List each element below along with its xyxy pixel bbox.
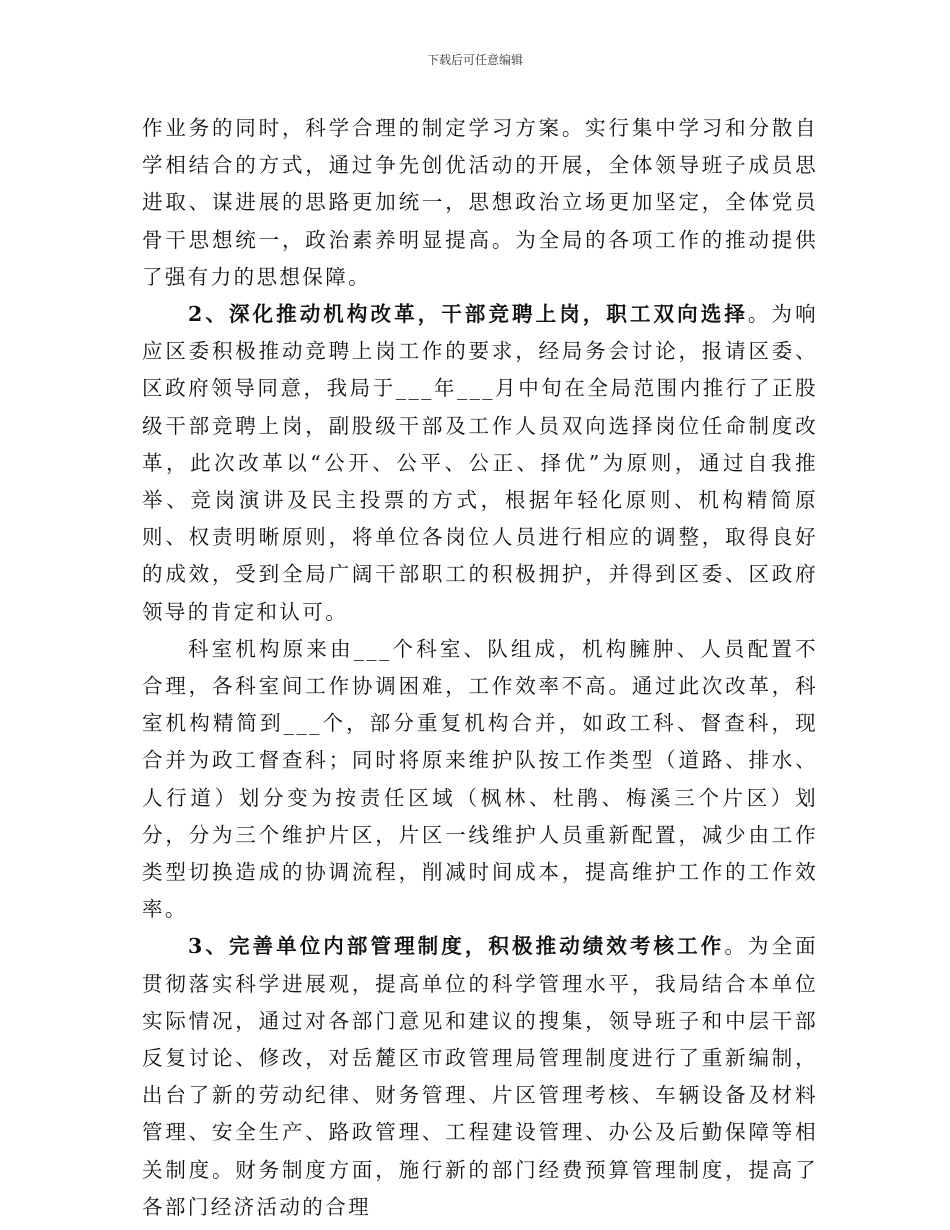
paragraph-institutional-reform: [142, 296, 818, 631]
paragraph-text: 。为响应区委积极推动竞聘上岗工作的要求，经局务会讨论，报请区委、区政府领导同意，我局于___年___月中旬在全局范围内推行了正股级干部竞聘上岗，副股级干部及工作人员双向选择岗位任命制度改革，此次改革以“公开、公平、公正、择优”为原则，通过自我推举、竞岗演讲及民主投票的方式，根据年轻化原则、机构精简原则、权责明晰原则，将单位各岗位人员进行相应的调整，取得良好的成效，受到全局广阔干部职工的积极拥护，并得到区委、区政府领导的肯定和认可。: [142, 302, 818, 624]
paragraph-continued: [142, 110, 818, 296]
paragraph-management-system: [142, 928, 818, 1226]
paragraph-text: 。为全面贯彻落实科学进展观，提高单位的科学管理水平，我局结合本单位实际情况，通过对各部门意见和建议的搜集，领导班子和中层干部反复讨论、修改，对岳麓区市政管理局管理制度进行了重新编制，出台了新的劳动纪律、财务管理、片区管理考核、车辆设备及材料管理、安全生产、路政管理、工程建设管理、办公及后勤保障等相关制度。财务制度方面，施行新的部门经费预算管理制度，提高了各部门经济活动的合理: [142, 934, 818, 1219]
page-header: 下载后可任意编辑: [426, 53, 523, 67]
paragraph-department-restructure: [142, 631, 818, 929]
paragraph-text: 科室机构原来由___个科室、队组成，机构臃肿、人员配置不合理，各科室间工作协调困难，工作效率不高。通过此次改革，科室机构精简到___个，部分重复机构合并，如政工科、督查科，现合并为政工督查科；同时将原来维护队按工作类型（道路、排水、人行道）划分变为按责任区域（枫林、杜鹃、梅溪三个片区）划分，分为三个维护片区，片区一线维护人员重新配置，减少由工作类型切换造成的协调流程，削减时间成本，提高维护工作的工作效率。: [142, 636, 818, 922]
paragraph-heading: 2、深化推动机构改革，干部竞聘上岗，职工双向选择: [188, 302, 748, 327]
paragraph-heading: 3、完善单位内部管理制度，积极推动绩效考核工作: [188, 934, 725, 959]
paragraph-text: 作业务的同时，科学合理的制定学习方案。实行集中学习和分散自学相结合的方式，通过争先创优活动的开展，全体领导班子成员思进取、谋进展的思路更加统一，思想政治立场更加坚定，全体党员骨干思想统一，政治素养明显提高。为全局的各项工作的推动提供了强有力的思想保障。: [142, 116, 818, 289]
document-body: [142, 110, 818, 1226]
